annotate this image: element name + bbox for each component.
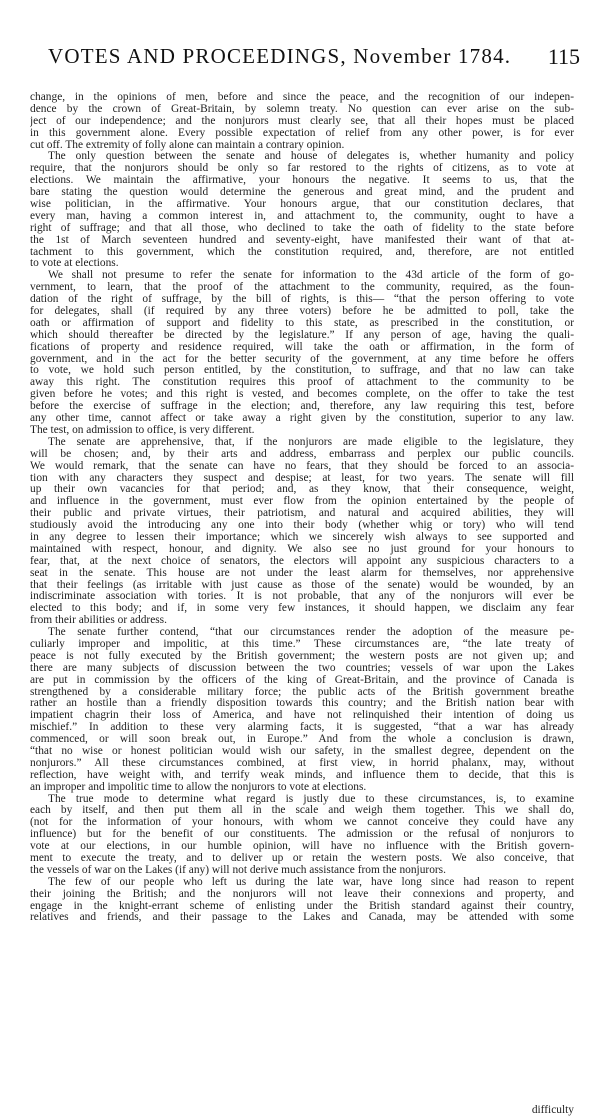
text-line: ject of our independence; and the nonjurors must clearly see, that all their hopes must be placed: [30, 115, 574, 127]
text-line: to vote at elections.: [30, 258, 119, 270]
text-line: The few of our people who left us during the late war, have long since had reason to repent: [48, 876, 574, 888]
text-line: studiously avoid the introducing any one into their body (whether whig or tory) who will tend: [30, 520, 574, 532]
text-line: the vessels of war on the Lakes (if any) will not derive much assistance from the nonjurors.: [30, 864, 446, 876]
text-line: vote at our elections, in our humble opinion, will have no influence with the British govern-: [30, 841, 574, 853]
text-line: for delegates, shall (if required by any three voters) before he be admitted to poll, take the: [30, 306, 574, 318]
body-text: [30, 92, 574, 924]
text-line: will be chosen; and, by their arts and address, embarrass and perplex our public councils.: [30, 448, 574, 460]
text-line: from their abilities or address.: [30, 615, 167, 627]
text-line: the 1st of March seventeen hundred and seventy-eight, have manifested their want of that at-: [30, 234, 574, 246]
text-line: are put in commission by the officers of the king of Great-Britain, and the province of Canada is: [30, 674, 574, 686]
text-line: rather an hostile than a friendly disposition towards this country; and the British nation bear with: [30, 698, 574, 710]
text-line: The senate are apprehensive, that, if the nonjurors are made eligible to the legislature, they: [48, 436, 574, 448]
text-line: The senate further contend, “that our circumstances render the adoption of the measure pe-: [48, 627, 574, 639]
text-line: given before he votes; and this right is vested, and becomes complete, on the offer to take the test: [30, 389, 574, 401]
text-line: reflection, have weight with, and terrify weak minds, and influence them to decide, that this is: [30, 769, 574, 781]
text-line: cut off. The extremity of folly alone can maintain a contrary opinion.: [30, 139, 345, 151]
text-line: that their feelings (as irritable with just cause as those of the senate) would be wounded, by an: [30, 579, 574, 591]
text-line: and influence in the government, must ever flow from the opinion entertained by the people of: [30, 496, 574, 508]
text-line: mischief.” In addition to these very alarming facts, it is suggested, “that a war has already: [30, 722, 574, 734]
text-line: seat in the senate. This house are not under the least alarm for themselves, nor apprehensive: [30, 567, 574, 579]
text-line: before the exercise of suffrage in the election; and, therefore, any law requiring this test, before: [30, 401, 574, 413]
text-line: in this government alone. Every possible expectation of relief from any other power, is for ever: [30, 127, 574, 139]
text-line: nonjurors.” All these circumstances combined, at first view, in horrid phalanx, may, without: [30, 757, 574, 769]
text-line: dence by the crown of Great-Britain, by solemn treaty. No question can ever arise on the sub-: [30, 103, 574, 115]
text-line: wise politician, in the affirmative. Your honours argue, that our constitution declares, that: [30, 199, 574, 211]
text-line: which should thereafter be directed by the legislature.” If any person of age, having the quali-: [30, 329, 574, 341]
catchword-row: [30, 1104, 574, 1116]
text-line: maintained with respect, honour, and dignity. We also see no just ground for your honours to: [30, 543, 574, 555]
running-title: VOTES AND PROCEEDINGS, November 1784.: [48, 44, 512, 68]
text-line: their joining the British; and the nonjurors will not leave their connexions and property, and: [30, 888, 574, 900]
catchword: difficulty: [531, 1104, 574, 1116]
text-line: to vote, we hold such person entitled, by the constitution, to suffrage, and that no law can take: [30, 365, 574, 377]
text-line: commenced, or will soon break out, in Europe.” And from the whole a conclusion is drawn,: [30, 734, 574, 746]
text-line: elected to this body; and if, in some very few instances, it should happen, we disclaim any fear: [30, 603, 574, 615]
text-line: elections. We maintain the affirmative, your honours the negative. It seems to us, that the: [30, 175, 574, 187]
text-line: there are many subjects of discussion between the two countries; vessels of war upon the Lakes: [30, 662, 574, 674]
text-line: their public and private virtues, their patriotism, and natural and acquired abilities, they will: [30, 508, 574, 520]
text-line: influence) but for the benefit of our constituents. The admission or the refusal of nonjurors to: [30, 829, 574, 841]
text-line: government, and in the act for the better security of the government, at any time before he offers: [30, 353, 574, 365]
text-line: peace is not fully executed by the British government; the western posts are not given up; and: [30, 650, 574, 662]
text-line: bare stating the question would determine the generous and great mind, and the prudent and: [30, 187, 574, 199]
page-header: [48, 44, 580, 74]
text-line: engage in the knight-errant scheme of enlisting under the British standard against their country,: [30, 900, 574, 912]
text-line: an improper and impolitic time to allow the nonjurors to vote at elections.: [30, 781, 367, 793]
text-line: ment to execute the treaty, and to deliver up or retain the western posts. We also conceive, that: [30, 853, 574, 864]
text-line: dation of the right of suffrage, by the bill of rights, is this— “that the person offering to vote: [30, 294, 574, 306]
text-line: every man, having a common interest in, and attachment to, the community, ought to have a: [30, 210, 574, 222]
text-line: vernment, to learn, that the proof of the attachment to the community, required, as the foun-: [30, 282, 574, 294]
text-line: each by itself, and then put them all in the scale and weigh them together. This we shall do,: [30, 805, 574, 817]
text-line: in any degree to lessen their importance; which we sincerely wish always to see supported and: [30, 531, 574, 543]
text-line: indiscriminate association with tories. It is not probable, that any of the nonjurors will ever be: [30, 591, 574, 603]
text-line: tion with any characters they suspect and despise; at least, for two years. The senate will fill: [30, 472, 574, 484]
text-line: up their own vacancies for that period; and, as they know, that their consequence, weight,: [30, 484, 574, 496]
text-line: oath or affirmation of support and fidelity to this state, as prescribed in the constitution, or: [30, 317, 574, 329]
text-line: We would remark, that the senate can have no fears, that they should be forced to an associa-: [30, 460, 574, 472]
text-line: require, that the nonjurors should be only so far restored to the rights of citizens, as to vote at: [30, 163, 574, 175]
text-line: away this right. The constitution requires this proof of attachment to the community to be: [30, 377, 574, 389]
text-line: The test, on admission to office, is very different.: [30, 424, 255, 436]
text-line: relatives and friends, and their passage to the Lakes and Canada, may be attended with some: [30, 912, 574, 924]
text-line: fications of property and residence required, will take the oath or affirmation, in the form of: [30, 341, 574, 353]
text-line: culiarly improper and impolitic, at this time.” These circumstances are, “the late treaty of: [30, 638, 574, 650]
text-line: (not for the information of your honours, with whom we cannot conceive they could have any: [30, 817, 574, 829]
text-line: We shall not presume to refer the senate for information to the 43d article of the form of go-: [48, 270, 574, 282]
text-line: fear, that, at the next choice of senators, the electors will appoint any suspicious characters to a: [30, 555, 574, 567]
text-line: The only question between the senate and house of delegates is, whether humanity and policy: [48, 151, 574, 163]
text-line: any other time, cannot affect or take away a right given by the constitution, superior to any law.: [30, 413, 574, 425]
text-line: tachment to this government, which the constitution required, and, therefore, are not entitled: [30, 246, 574, 258]
text-line: The true mode to determine what regard is justly due to these circumstances, is, to examine: [48, 793, 574, 805]
text-line: change, in the opinions of men, before and since the peace, and the recognition of our indepen-: [30, 92, 574, 103]
text-line: right of suffrage; and that all those, who declined to take the oath of fidelity to the state before: [30, 222, 574, 234]
text-line: impatient chagrin their loss of America, and have not relinquished their intention of doing us: [30, 710, 574, 722]
text-line: strengthened by a considerable military force; the public acts of the British government breathe: [30, 686, 574, 698]
page-number: 115: [547, 44, 580, 69]
text-line: “that no wise or honest politician would wish our safety, in the smallest degree, dependent on the: [30, 745, 574, 757]
